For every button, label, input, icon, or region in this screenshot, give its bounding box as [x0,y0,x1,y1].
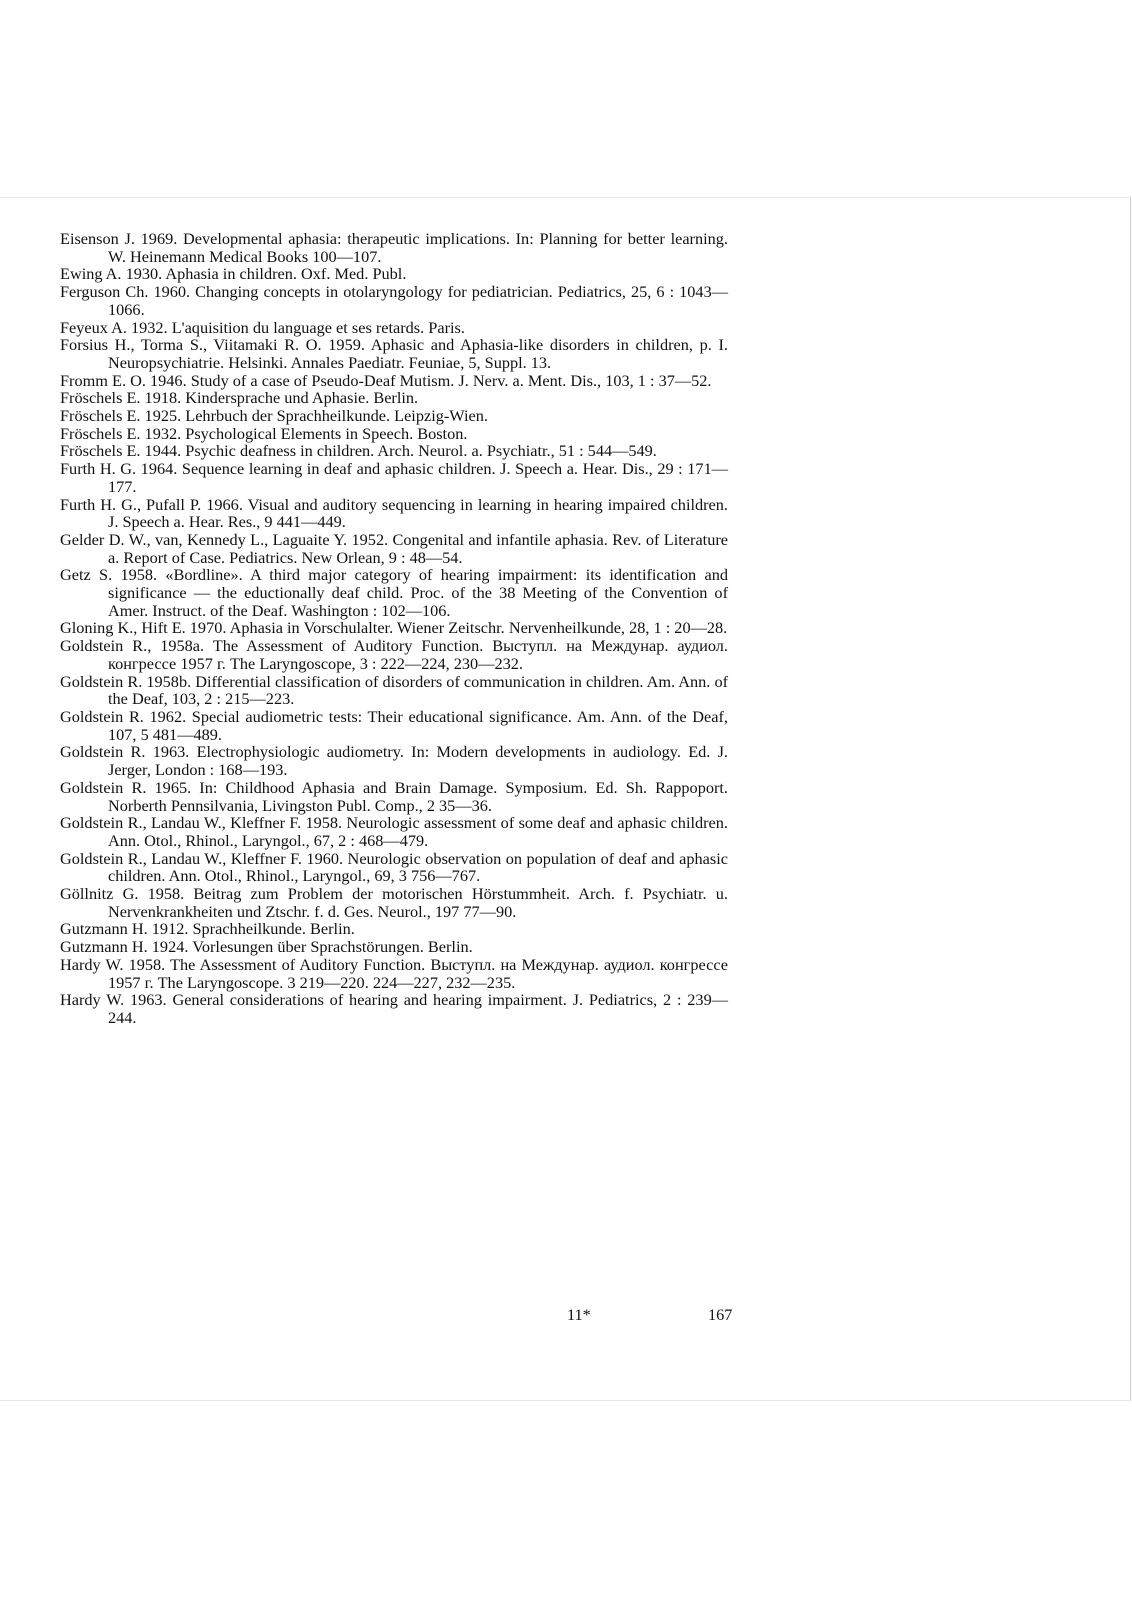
reference-entry: Furth H. G. 1964. Sequence learning in deaf and aphasic children. J. Speech a. Hear. Dis., 29 : 171—177. [60,459,728,496]
reference-entry: Hardy W. 1958. The Assessment of Auditory Function. Выступл. на Междунар. аудиол. конгрессе 1957 г. The Laryngoscope. 3 219—220. 224—227, 232—235. [60,954,728,992]
reference-entry: Goldstein R. 1965. In: Childhood Aphasia and Brain Damage. Symposium. Ed. Sh. Rappoport. Norberth Pennsilvania, Livingston Publ. Comp., 2 35—36. [60,777,728,815]
reference-entry: Goldstein R. 1962. Special audiometric tests: Their educational significance. Am. Ann. of the Deaf, 107, 5 481—489. [60,706,728,744]
reference-entry: Eisenson J. 1969. Developmental aphasia: therapeutic implications. In: Planning for better learning. W. Heinemann Medical Books 100—107. [60,229,728,266]
reference-entry: Gutzmann H. 1924. Vorlesungen über Sprachstörungen. Berlin. [60,937,473,957]
reference-entry: Gloning K., Hift E. 1970. Aphasia in Vorschulalter. Wiener Zeitschr. Nervenheilkunde, 28, 1 : 20—28. [60,618,728,638]
reference-entry: Goldstein R., Landau W., Kleffner F. 1958. Neurologic assessment of some deaf and aphasic children. Ann. Otol., Rhinol., Laryngol., 67, 2 : 468—479. [60,813,728,850]
reference-entry: Fröschels E. 1944. Psychic deafness in children. Arch. Neurol. a. Psychiatr., 51 : 544—549. [60,441,657,461]
signature-mark: 11* [567,1305,591,1324]
reference-entry: Goldstein R. 1958b. Differential classification of disorders of communication in children. Am. Ann. of the Deaf, 103, 2 : 215—223. [60,671,729,709]
reference-entry: Fröschels E. 1925. Lehrbuch der Sprachheilkunde. Leipzig-Wien. [60,406,488,426]
reference-entry: Goldstein R., 1958a. The Assessment of Auditory Function. Выступл. на Междунар. аудиол. конгрессе 1957 г. The Laryngoscope, 3 : 222—224, 230—232. [60,636,728,673]
page-number: 167 [708,1305,733,1324]
reference-entry: Gelder D. W., van, Kennedy L., Laguaite Y. 1952. Congenital and infantile aphasia. Rev. of Literature a. Report of Case. Pediatrics. New Orlean, 9 : 48—54. [60,529,728,567]
reference-entry: Goldstein R., Landau W., Kleffner F. 1960. Neurologic observation on population of deaf and aphasic children. Ann. Otol., Rhinol., Laryngol., 69, 3 756—767. [60,848,728,886]
reference-list [60,230,728,1027]
reference-entry: Fromm E. O. 1946. Study of a case of Pseudo-Deaf Mutism. J. Nerv. a. Ment. Dis., 103, 1 : 37—52. [60,370,712,390]
reference-entry: Ewing A. 1930. Aphasia in children. Oxf. Med. Publ. [60,264,407,284]
reference-entry: Feyeux A. 1932. L'aquisition du language et ses retards. Paris. [60,317,465,337]
reference-entry: Gutzmann H. 1912. Sprachheilkunde. Berlin. [60,919,355,939]
reference-entry: Goldstein R. 1963. Electrophysiologic audiometry. In: Modern developments in audiology. Ed. J. Jerger, London : 168—193. [60,742,728,780]
reference-entry: Göllnitz G. 1958. Beitrag zum Problem der motorischen Hörstummheit. Arch. f. Psychiatr. u. Nervenkrankheiten und Ztschr. f. d. Ges. Neurol., 197 77—90. [60,884,728,921]
reference-entry: Furth H. G., Pufall P. 1966. Visual and auditory sequencing in learning in hearing impaired children. J. Speech a. Hear. Res., 9 441—449. [60,494,728,532]
reference-entry: Hardy W. 1963. General considerations of hearing and hearing impairment. J. Pediatrics, 2 : 239—244. [60,990,728,1027]
reference-entry: Fröschels E. 1932. Psychological Elements in Speech. Boston. [60,423,468,443]
reference-entry: Getz S. 1958. «Bordline». A third major category of hearing impairment: its identification and significance — the eductionally deaf child. Proc. of the 38 Meeting of the Convention of Amer. Instruct. of the Deaf. Washington : 102—106. [60,565,728,620]
reference-entry: Forsius H., Torma S., Viitamaki R. O. 1959. Aphasic and Aphasia-like disorders in children, p. I. Neuropsychiatrie. Helsinki. Annales Paediatr. Feuniae, 5, Suppl. 13. [60,335,728,372]
reference-entry: Fröschels E. 1918. Kindersprache und Aphasie. Berlin. [60,388,419,408]
reference-entry: Ferguson Ch. 1960. Changing concepts in otolaryngology for pediatrician. Pediatrics, 25, 6 : 1043—1066. [60,282,728,319]
